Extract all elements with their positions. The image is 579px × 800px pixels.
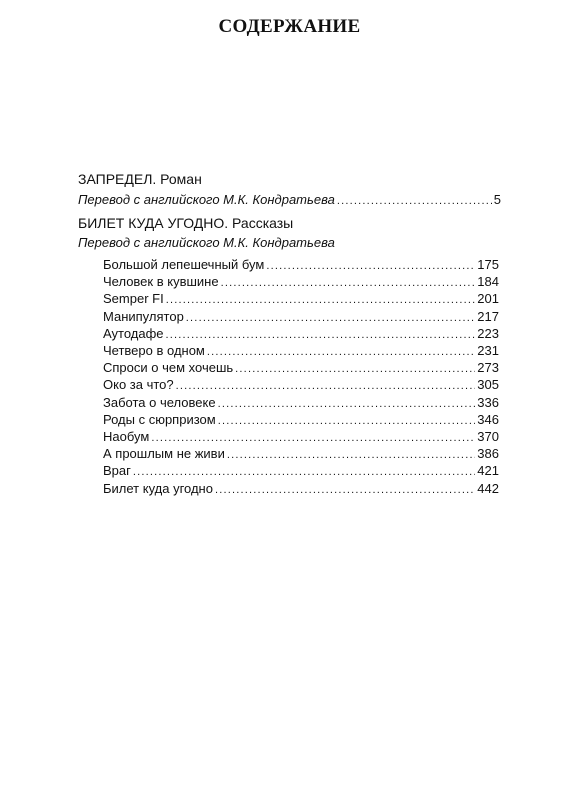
story-page-number: 442 — [477, 480, 499, 496]
story-title: Четверо в одном — [103, 343, 205, 359]
dot-leader — [221, 275, 476, 291]
story-title: Манипулятор — [103, 308, 184, 324]
dot-leader — [337, 193, 492, 209]
story-title: А прошлым не живи — [103, 446, 225, 462]
story-page-number: 273 — [477, 360, 499, 376]
dot-leader — [176, 378, 476, 394]
dot-leader — [166, 327, 476, 343]
story-entry — [103, 412, 499, 429]
story-entry — [103, 291, 499, 308]
novel-translator-entry — [78, 192, 501, 209]
story-page-number: 201 — [477, 291, 499, 307]
story-entry — [103, 481, 499, 498]
story-entry — [103, 395, 499, 412]
story-title: Око за что? — [103, 377, 174, 393]
story-title: Большой лепешечный бум — [103, 257, 265, 272]
novel-page-number: 5 — [493, 192, 501, 207]
story-entry — [103, 309, 499, 326]
story-page-number: 223 — [477, 325, 499, 341]
story-entry — [103, 360, 499, 377]
story-page-number: 370 — [477, 429, 499, 445]
story-entry — [103, 326, 499, 343]
story-title: Забота о человеке — [103, 394, 216, 410]
story-title: Спроси о чем хочешь — [103, 360, 234, 376]
story-page-number: 386 — [477, 446, 499, 462]
dot-leader — [133, 464, 475, 480]
dot-leader — [227, 447, 475, 463]
story-title: Наобум — [103, 429, 150, 445]
story-page-number: 231 — [477, 343, 499, 359]
story-entry — [103, 446, 499, 463]
story-page-number: 346 — [477, 411, 499, 427]
dot-leader — [166, 292, 476, 308]
story-page-number: 175 — [477, 257, 499, 272]
story-entry — [103, 377, 499, 394]
story-page-number: 184 — [477, 274, 499, 290]
novel-section — [78, 170, 501, 209]
story-page-number: 305 — [477, 377, 499, 393]
story-page-number: 336 — [477, 394, 499, 410]
collection-title: БИЛЕТ КУДА УГОДНО. — [78, 215, 229, 231]
dot-leader — [218, 413, 476, 429]
collection-genre: Рассказы — [232, 215, 294, 231]
page-title: СОДЕРЖАНИЕ — [218, 16, 361, 37]
story-title: Роды с сюрпризом — [103, 411, 216, 427]
story-page-number: 217 — [477, 308, 499, 324]
story-entry — [103, 429, 499, 446]
story-title: Человек в кувшине — [103, 274, 219, 290]
story-entry — [103, 343, 499, 360]
dot-leader — [151, 430, 475, 446]
collection-section — [78, 214, 501, 252]
story-title: Враг — [103, 463, 131, 479]
dot-leader — [215, 482, 475, 498]
story-entry — [103, 257, 499, 274]
story-page-number: 421 — [477, 463, 499, 479]
dot-leader — [186, 310, 476, 326]
story-title: Аутодафе — [103, 325, 164, 341]
novel-heading — [78, 170, 501, 188]
story-entry — [103, 463, 499, 480]
dot-leader — [235, 361, 475, 377]
novel-title: ЗАПРЕДЕЛ. — [78, 171, 157, 187]
story-entry — [103, 274, 499, 291]
collection-heading — [78, 214, 501, 232]
collection-translator: Перевод с английского М.К. Кондратьева — [78, 235, 335, 250]
dot-leader — [266, 258, 475, 274]
dot-leader — [207, 344, 475, 360]
dot-leader — [218, 396, 476, 412]
novel-genre: Роман — [160, 171, 202, 187]
story-title: Билет куда угодно — [103, 480, 213, 496]
story-list — [103, 257, 499, 498]
story-title: Semper FI — [103, 291, 164, 307]
novel-translator: Перевод с английского М.К. Кондратьева — [78, 192, 335, 207]
